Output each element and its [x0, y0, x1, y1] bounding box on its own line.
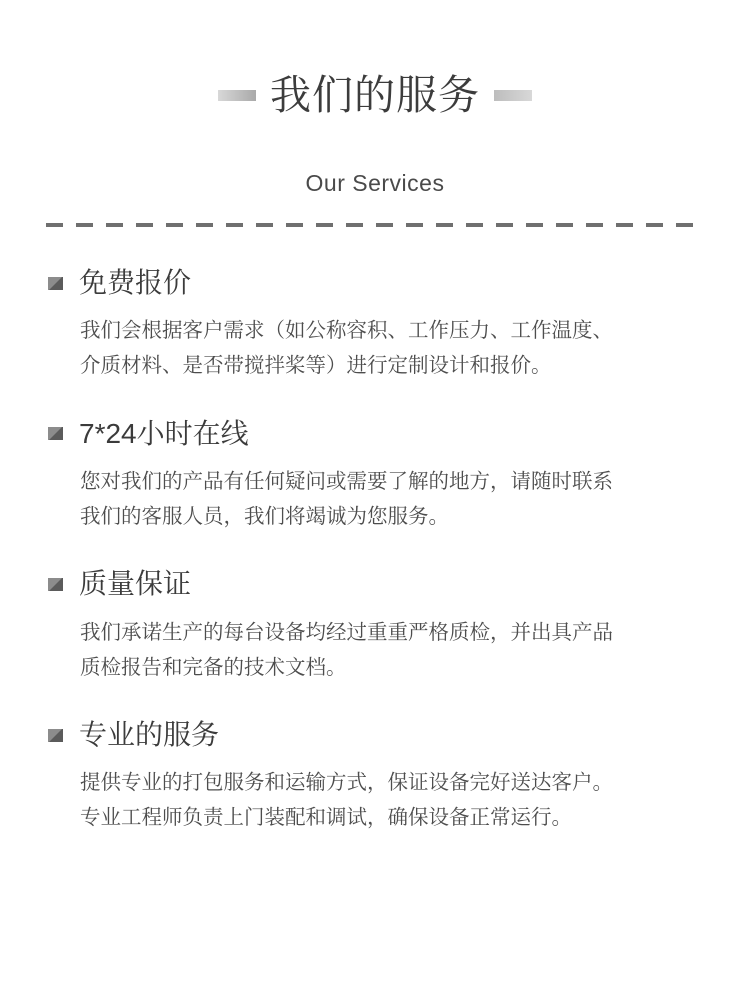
service-description: [80, 765, 704, 836]
service-title: 专业的服务: [79, 719, 220, 750]
service-description-line: 介质材料、是否带搅拌桨等）进行定制设计和报价。: [80, 354, 552, 378]
page-title: 我们的服务: [270, 72, 480, 119]
service-description-line: 我们承诺生产的每台设备均经过重重严格质检，并出具产品: [80, 620, 613, 644]
service-title: 免费报价: [79, 266, 192, 298]
service-title: 质量保证: [79, 568, 192, 600]
service-heading: [46, 568, 704, 600]
services-list: [46, 267, 704, 836]
page-header: [46, 0, 704, 197]
service-description: [80, 313, 704, 384]
service-heading: [46, 418, 704, 450]
square-bullet-icon: [48, 427, 63, 440]
service-item: [46, 418, 704, 535]
service-description-line: 我们的客服人员，我们将竭诚为您服务。: [80, 505, 449, 529]
service-heading: [46, 719, 704, 751]
dashed-divider: [46, 223, 704, 227]
square-bullet-icon: [48, 277, 63, 290]
service-description: [80, 464, 704, 535]
title-accent-bar-left: [218, 90, 256, 101]
page-subtitle: Our Services: [305, 169, 445, 196]
service-description-line: 您对我们的产品有任何疑问或需要了解的地方，请随时联系: [80, 469, 613, 493]
title-row: [46, 48, 704, 144]
service-item: [46, 568, 704, 685]
service-heading: [46, 267, 704, 299]
service-item: [46, 267, 704, 384]
service-title: 7*24小时在线: [79, 417, 249, 449]
service-description: [80, 615, 704, 686]
square-bullet-icon: [48, 578, 63, 591]
service-description-line: 质检报告和完备的技术文档。: [80, 655, 347, 679]
service-description-line: 提供专业的打包服务和运输方式，保证设备完好送达客户。: [80, 771, 613, 795]
service-description-line: 我们会根据客户需求（如公称容积、工作压力、工作温度、: [80, 319, 613, 343]
service-description-line: 专业工程师负责上门装配和调试，确保设备正常运行。: [80, 806, 572, 830]
service-item: [46, 719, 704, 836]
square-bullet-icon: [48, 729, 63, 742]
title-accent-bar-right: [494, 90, 532, 101]
